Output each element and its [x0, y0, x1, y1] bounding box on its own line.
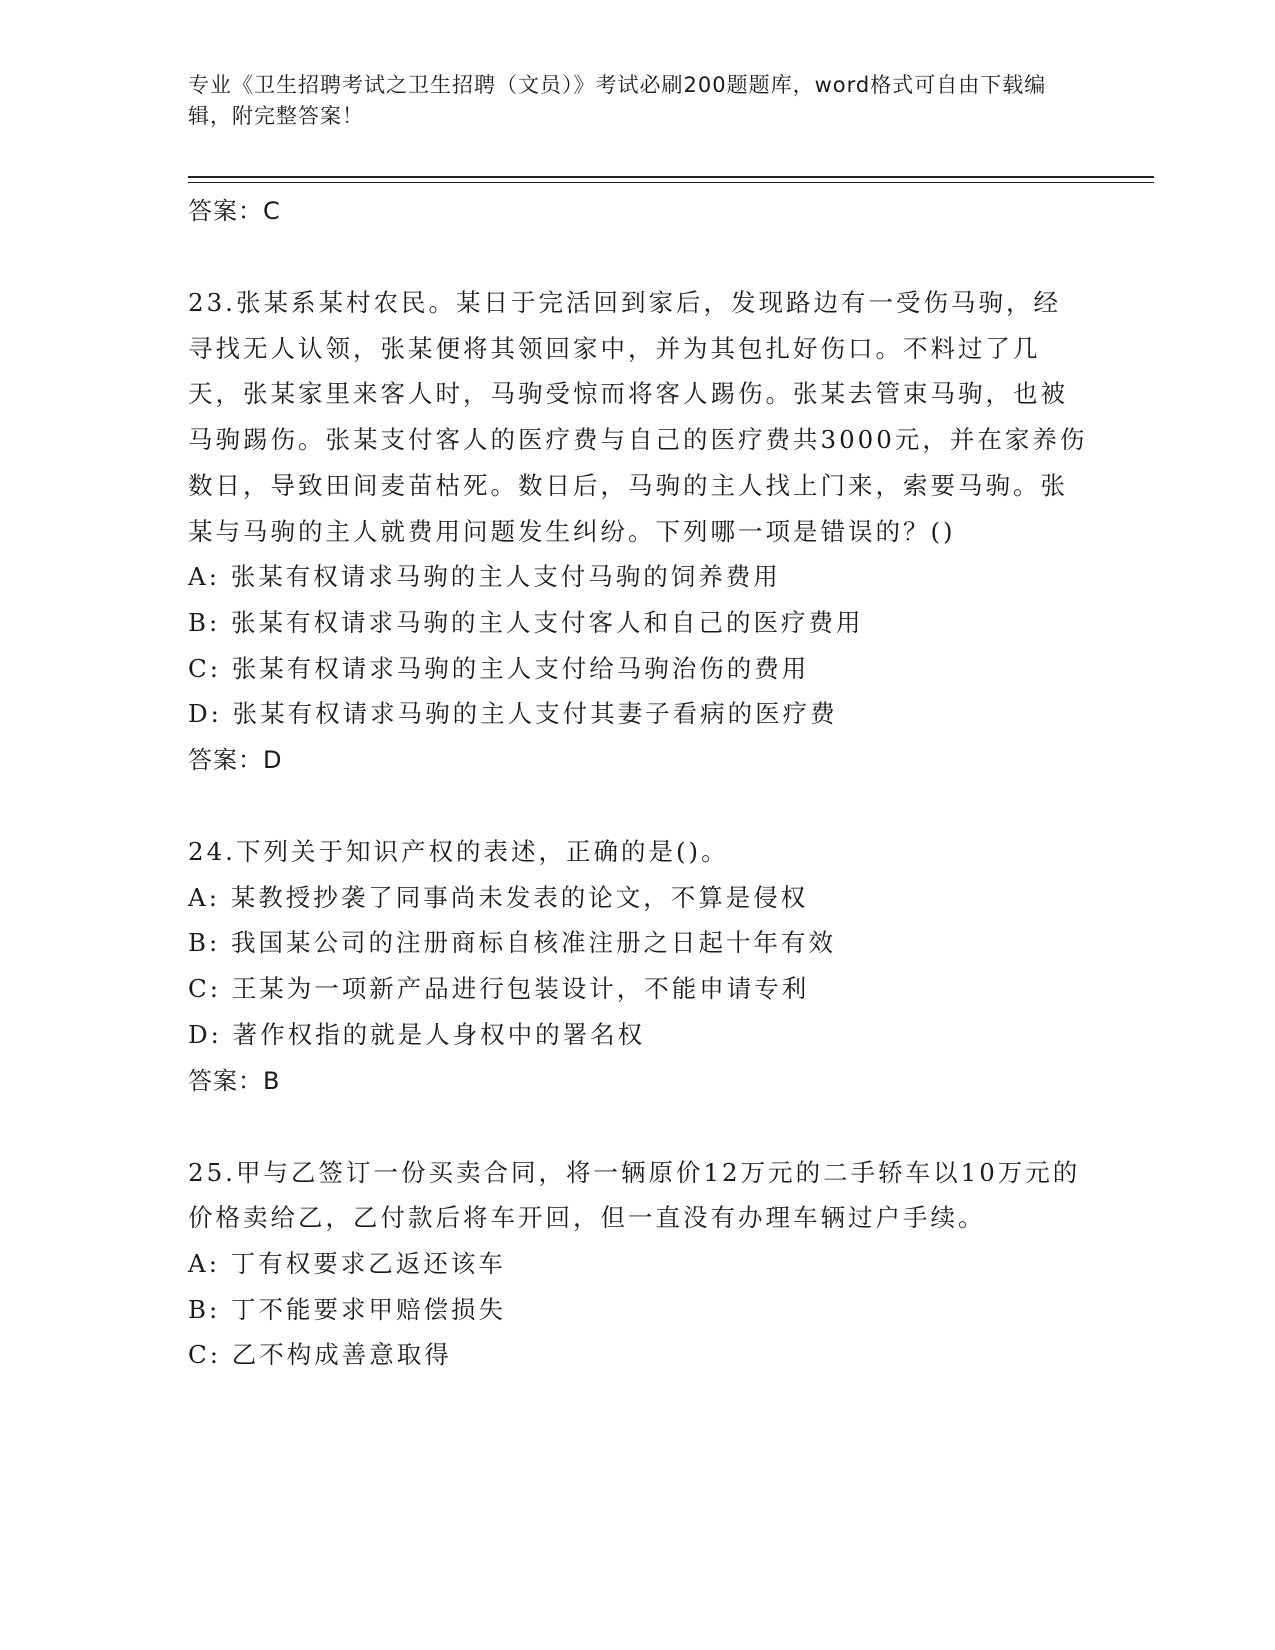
option-b: B: 丁不能要求甲赔偿损失: [188, 1294, 507, 1324]
document-body: [188, 188, 1088, 1378]
option-c: C: 张某有权请求马驹的主人支付给马驹治伤的费用: [188, 653, 810, 683]
option-a: A: 某教授抄袭了同事尚未发表的论文，不算是侵权: [188, 882, 809, 912]
header-text: 专业《卫生招聘考试之卫生招聘（文员）》考试必刷200题题库，word格式可自由下载编辑，附完整答案！: [188, 73, 1047, 128]
question-stem: 23.张某系某村农民。某日于完活回到家后，发现路边有一受伤马驹，经寻找无人认领，张某便将其领回家中，并为其包扎好伤口。不料过了几天，张某家里来客人时，马驹受惊而将客人踢伤。张某去管束马驹，也被马驹踢伤。张某支付客人的医疗费与自己的医疗费共3000元，并在家养伤数日，导致田间麦苗枯死。数日后，马驹的主人找上门来，索要马驹。张某与马驹的主人就费用问题发生纠纷。下列哪一项是错误的？(): [188, 288, 1088, 546]
question-answer: 答案：B: [188, 1066, 281, 1095]
spacer: [188, 783, 1088, 829]
option-d: D: 著作权指的就是人身权中的署名权: [188, 1019, 646, 1049]
option-c: C: 乙不构成善意取得: [188, 1340, 452, 1370]
option-b: B: 张某有权请求马驹的主人支付客人和自己的医疗费用: [188, 607, 864, 637]
question-answer: 答案：D: [188, 746, 283, 775]
question-block-25: [188, 1150, 1088, 1379]
option-c: C: 王某为一项新产品进行包装设计，不能申请专利: [188, 974, 810, 1004]
question-block-24: [188, 829, 1088, 1104]
option-a: A: 丁有权要求乙返还该车: [188, 1248, 506, 1278]
previous-answer: 答案：C: [188, 197, 281, 225]
option-a: A: 张某有权请求马驹的主人支付马驹的饲养费用: [188, 562, 781, 592]
option-d: D: 张某有权请求马驹的主人支付其妻子看病的医疗费: [188, 699, 838, 729]
question-stem: 24.下列关于知识产权的表述，正确的是()。: [188, 837, 729, 867]
option-b: B: 我国某公司的注册商标自核准注册之日起十年有效: [188, 928, 837, 958]
document-header: [188, 70, 1088, 132]
question-block-23: [188, 280, 1088, 783]
header-rule-thin: [188, 182, 1154, 183]
spacer: [188, 234, 1088, 280]
header-rule-thick: [188, 176, 1154, 178]
spacer: [188, 1104, 1088, 1150]
question-stem: 25.甲与乙签订一份买卖合同，将一辆原价12万元的二手轿车以10万元的价格卖给乙，乙付款后将车开回，但一直没有办理车辆过户手续。: [188, 1157, 1081, 1233]
